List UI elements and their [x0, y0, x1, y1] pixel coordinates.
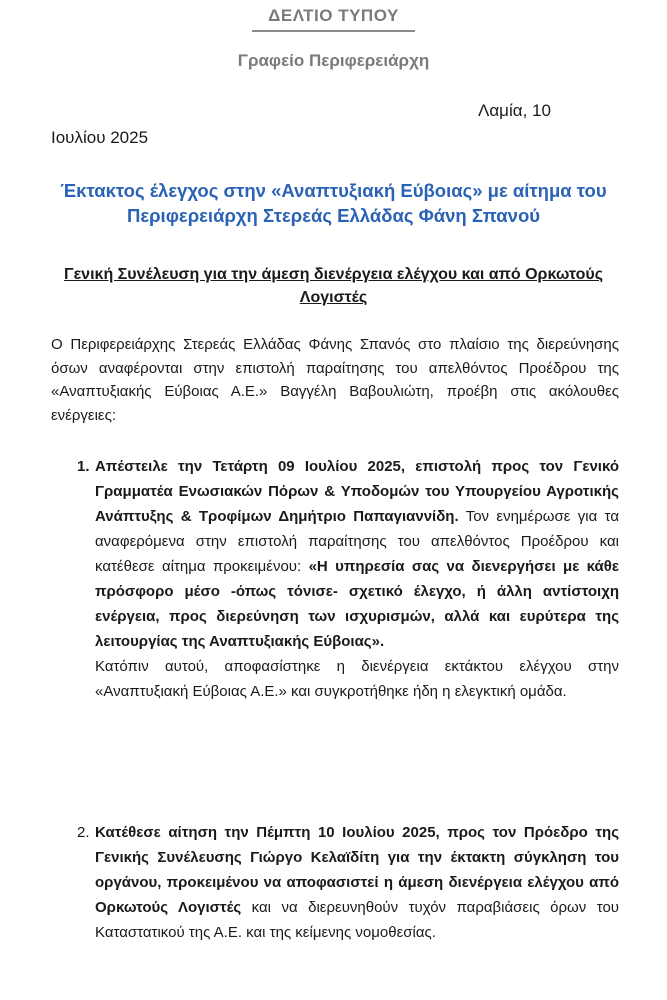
press-release-header: [0, 6, 667, 32]
list-item-text: Τον ενημέρωσε για τα αναφερόμενα στην επιστολή παραίτησης του απελθόντος Προέδρου και κατέθεσε αίτημα προκειμένου:: [95, 508, 619, 575]
date-line-1: Λαμία, 10: [478, 101, 551, 120]
list-item-number: 2.: [77, 824, 90, 841]
list-item-content: [95, 454, 619, 704]
list-item-2: [77, 820, 619, 945]
list-item-number: 1.: [77, 458, 90, 475]
list-item-bold-lead: Κατέθεσε αίτηση την Πέμπτη 10 Ιουλίου 2025, προς τον Πρόεδρο της Γενικής Συνέλευσης Γιώργο Κελαϊδίτη για την έκτακτη σύγκληση του οργάνου, προκειμένου να αποφασιστεί η άμεση διενέργεια ελέγχου από Ορκωτούς Λογιστές: [95, 824, 619, 916]
list-item-1: [77, 454, 619, 704]
date-line-2: Ιουλίου 2025: [51, 128, 149, 147]
press-release-title: ΔΕΛΤΙΟ ΤΥΠΟΥ: [252, 6, 415, 32]
subtitle: Γενική Συνέλευση για την άμεση διενέργεια ελέγχου και από Ορκωτούς Λογιστές: [63, 266, 604, 306]
list-item-content: [95, 820, 619, 945]
intro-paragraph: Ο Περιφερειάρχης Στερεάς Ελλάδας Φάνης Σπανός στο πλαίσιο της διερεύνησης όσων αναφέρονται στην επιστολή παραίτησης του απελθόντος Προέδρου της «Αναπτυξιακής Εύβοιας Α.Ε.» Βαγγέλη Βαβουλιώτη, προέβη στις ακόλουθες ενέργειες:: [51, 336, 619, 424]
list-item-text: και να διερευνηθούν τυχόν παραβιάσεις όρων του Καταστατικού της Α.Ε. και της κείμενης νομοθεσίας.: [95, 899, 619, 941]
headline: Έκτακτος έλεγχος στην «Αναπτυξιακή Εύβοιας» με αίτημα του Περιφερειάρχη Στερεάς Ελλάδας Φάνη Σπανού: [60, 180, 607, 226]
list-item-tail: Κατόπιν αυτού, αποφασίστηκε η διενέργεια εκτάκτου ελέγχου στην «Αναπτυξιακή Εύβοιας Α.Ε.» και συγκροτήθηκε ήδη η ελεγκτική ομάδα.: [95, 658, 619, 700]
office-name: Γραφείο Περιφερειάρχη: [237, 51, 430, 70]
list-item-quote: «Η υπηρεσία σας να διενεργήσει με κάθε πρόσφορο μέσο -όπως τόνισε- σχετικό έλεγχο, ή άλλη αντίστοιχη ενέργεια, προς διερεύνηση των ισχυρισμών, αλλά και ευρύτερα της λειτουργίας της Αναπτυξιακής Εύβοιας».: [95, 558, 620, 650]
list-item-bold-lead: Απέστειλε την Τετάρτη 09 Ιουλίου 2025, επιστολή προς τον Γενικό Γραμματέα Ενωσιακών Πόρων & Υποδομών του Υπουργείου Αγροτικής Ανάπτυξης & Τροφίμων Δημήτριο Παπαγιαννίδη.: [95, 458, 619, 525]
